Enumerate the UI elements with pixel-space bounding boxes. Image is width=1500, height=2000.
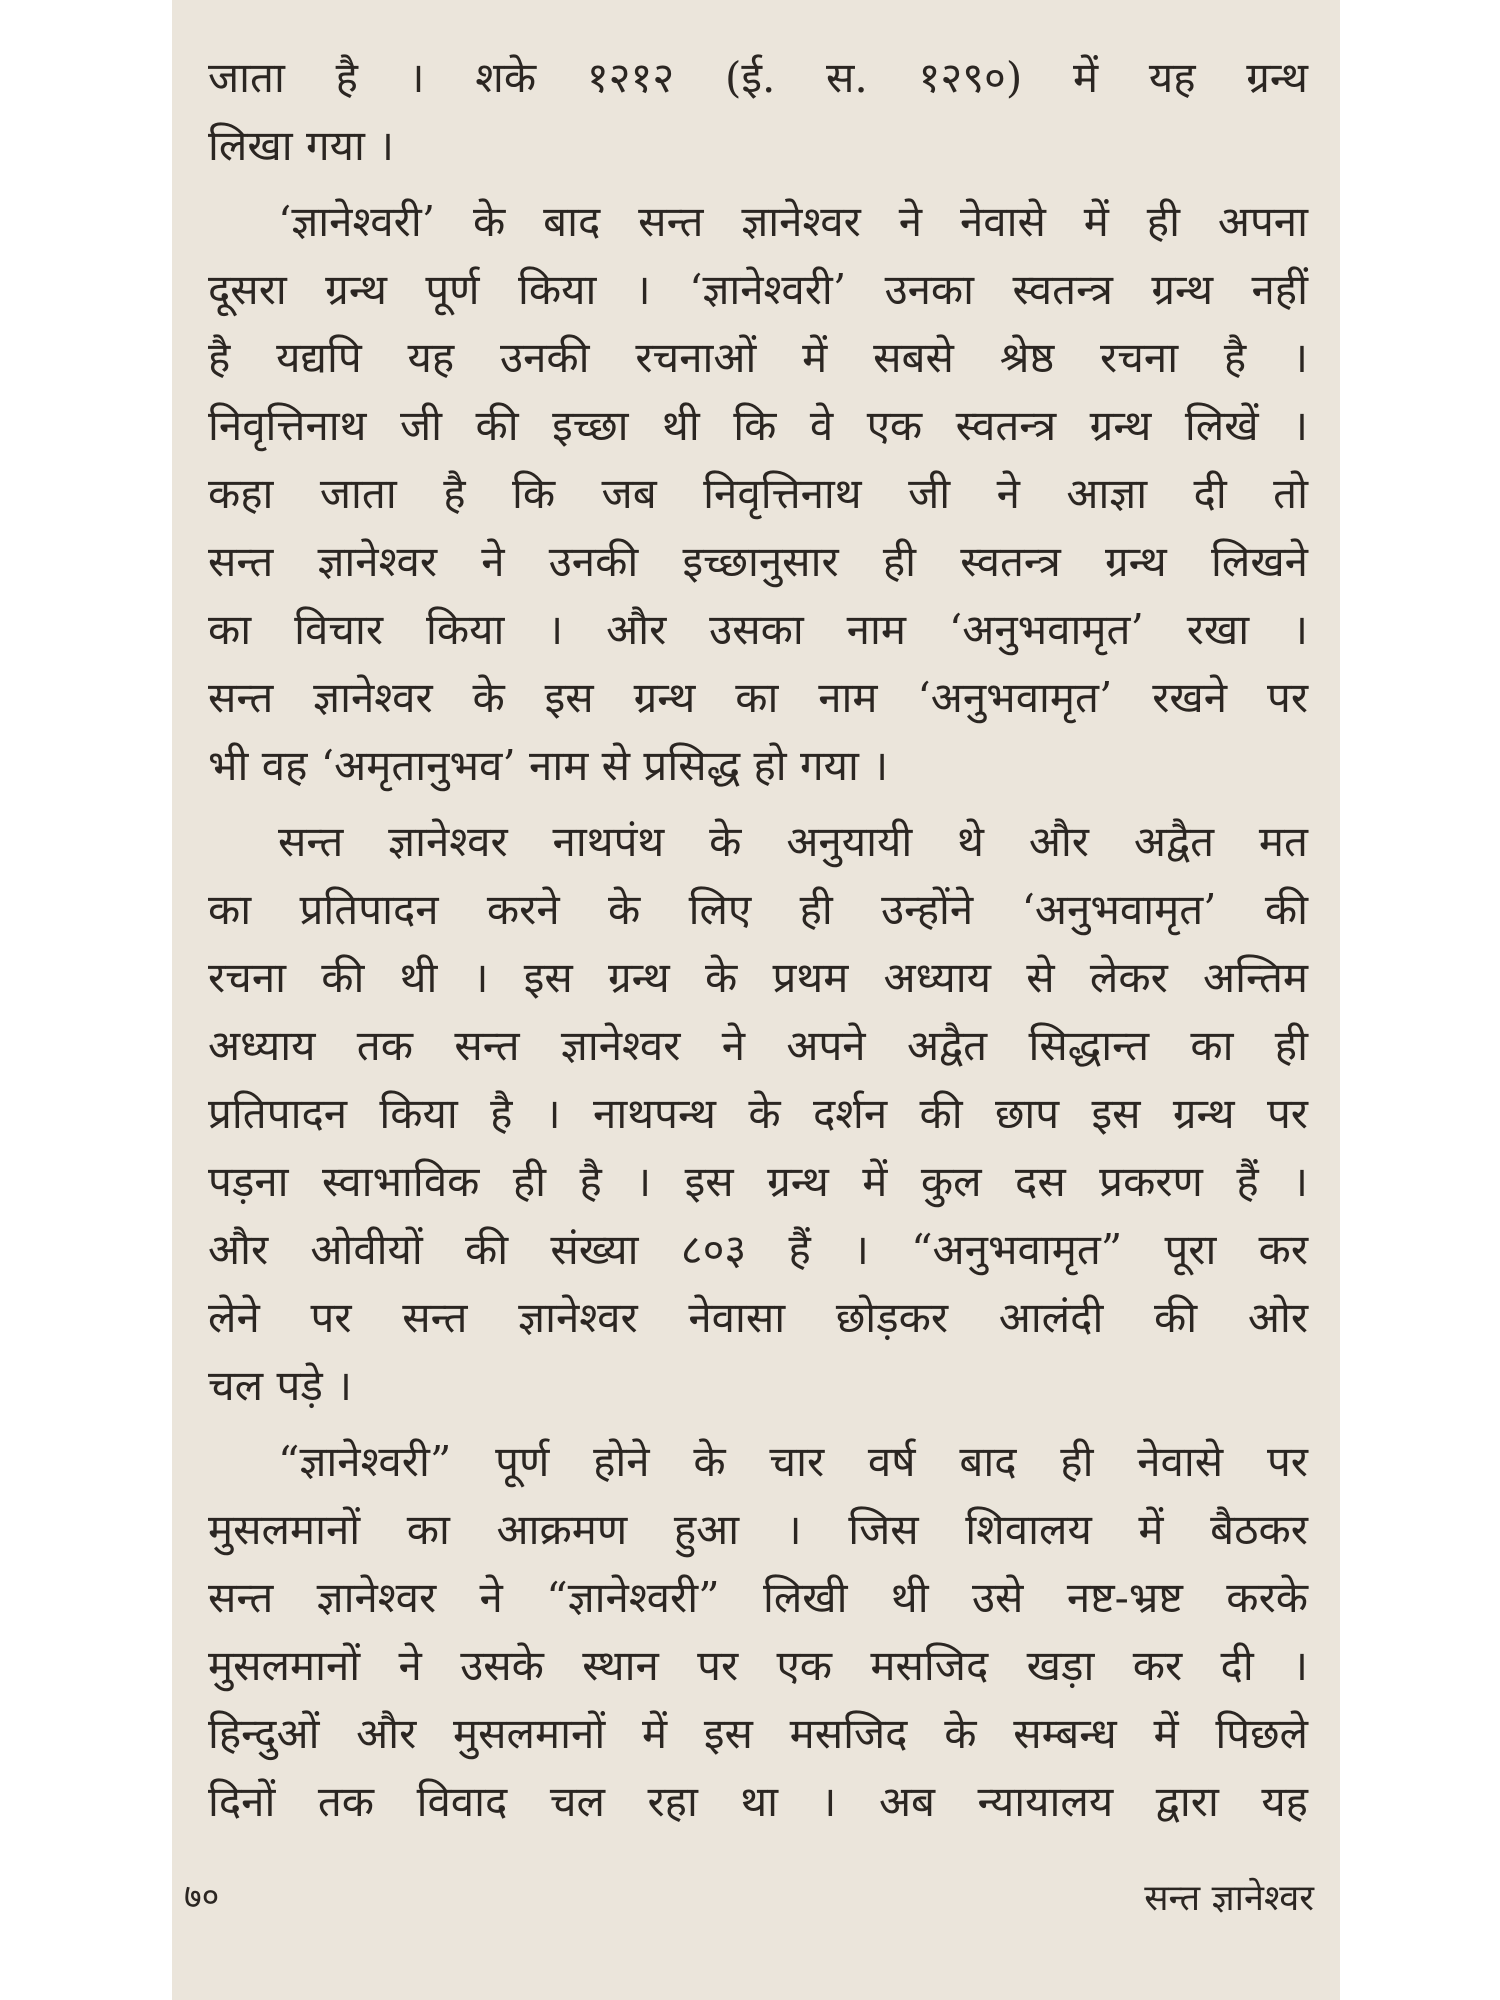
page-number: ७० xyxy=(184,1877,220,1917)
text-line: का प्रतिपादन करने के लिए ही उन्होंने ‘अनुभवामृत’ की xyxy=(208,885,1308,934)
text-line: दूसरा ग्रन्थ पूर्ण किया । ‘ज्ञानेश्वरी’ उनका स्वतन्त्र ग्रन्थ नहीं xyxy=(208,265,1308,314)
text-line: भी वह ‘अमृतानुभव’ नाम से प्रसिद्ध हो गया । xyxy=(208,741,889,790)
text-line: निवृत्तिनाथ जी की इच्छा थी कि वे एक स्वतन्त्र ग्रन्थ लिखें । xyxy=(208,401,1308,450)
text-line: पड़ना स्वाभाविक ही है । इस ग्रन्थ में कुल दस प्रकरण हैं । xyxy=(208,1157,1308,1206)
text-line: लेने पर सन्त ज्ञानेश्वर नेवासा छोड़कर आलंदी की ओर xyxy=(208,1293,1308,1342)
text-line: का विचार किया । और उसका नाम ‘अनुभवामृत’ रखा । xyxy=(208,605,1308,654)
text-line: प्रतिपादन किया है । नाथपन्थ के दर्शन की छाप इस ग्रन्थ पर xyxy=(208,1089,1308,1138)
text-line: “ज्ञानेश्वरी” पूर्ण होने के चार वर्ष बाद ही नेवासे पर xyxy=(278,1437,1308,1486)
text-line: लिखा गया । xyxy=(208,121,395,170)
text-line: चल पड़े । xyxy=(208,1361,353,1410)
text-line: और ओवीयों की संख्या ८०३ हैं । “अनुभवामृत” पूरा कर xyxy=(208,1225,1308,1274)
text-line: मुसलमानों का आक्रमण हुआ । जिस शिवालय में बैठकर xyxy=(208,1505,1308,1554)
text-line: अध्याय तक सन्त ज्ञानेश्वर ने अपने अद्वैत सिद्धान्त का ही xyxy=(208,1021,1308,1070)
text-line: हिन्दुओं और मुसलमानों में इस मसजिद के सम्बन्ध में पिछले xyxy=(208,1709,1308,1758)
text-line: सन्त ज्ञानेश्वर ने उनकी इच्छानुसार ही स्वतन्त्र ग्रन्थ लिखने xyxy=(208,537,1308,586)
text-line: जाता है । शके १२१२ (ई. स. १२९०) में यह ग्रन्थ xyxy=(208,53,1308,102)
text-line: दिनों तक विवाद चल रहा था । अब न्यायालय द्वारा यह xyxy=(208,1777,1308,1826)
text-line: है यद्यपि यह उनकी रचनाओं में सबसे श्रेष्ठ रचना है । xyxy=(208,333,1308,382)
text-line: सन्त ज्ञानेश्वर के इस ग्रन्थ का नाम ‘अनुभवामृत’ रखने पर xyxy=(208,673,1308,722)
text-line: कहा जाता है कि जब निवृत्तिनाथ जी ने आज्ञा दी तो xyxy=(208,469,1308,518)
text-line: ‘ज्ञानेश्वरी’ के बाद सन्त ज्ञानेश्वर ने नेवासे में ही अपना xyxy=(278,197,1308,246)
book-page xyxy=(172,0,1340,2000)
text-line: सन्त ज्ञानेश्वर ने “ज्ञानेश्वरी” लिखी थी उसे नष्ट-भ्रष्ट करके xyxy=(208,1573,1308,1622)
text-line: मुसलमानों ने उसके स्थान पर एक मसजिद खड़ा कर दी । xyxy=(208,1641,1308,1690)
text-line: सन्त ज्ञानेश्वर नाथपंथ के अनुयायी थे और अद्वैत मत xyxy=(278,817,1308,866)
running-footer: सन्त ज्ञानेश्वर xyxy=(1144,1878,1314,1919)
text-line: रचना की थी । इस ग्रन्थ के प्रथम अध्याय से लेकर अन्तिम xyxy=(208,953,1308,1002)
body-text xyxy=(208,44,1308,1836)
